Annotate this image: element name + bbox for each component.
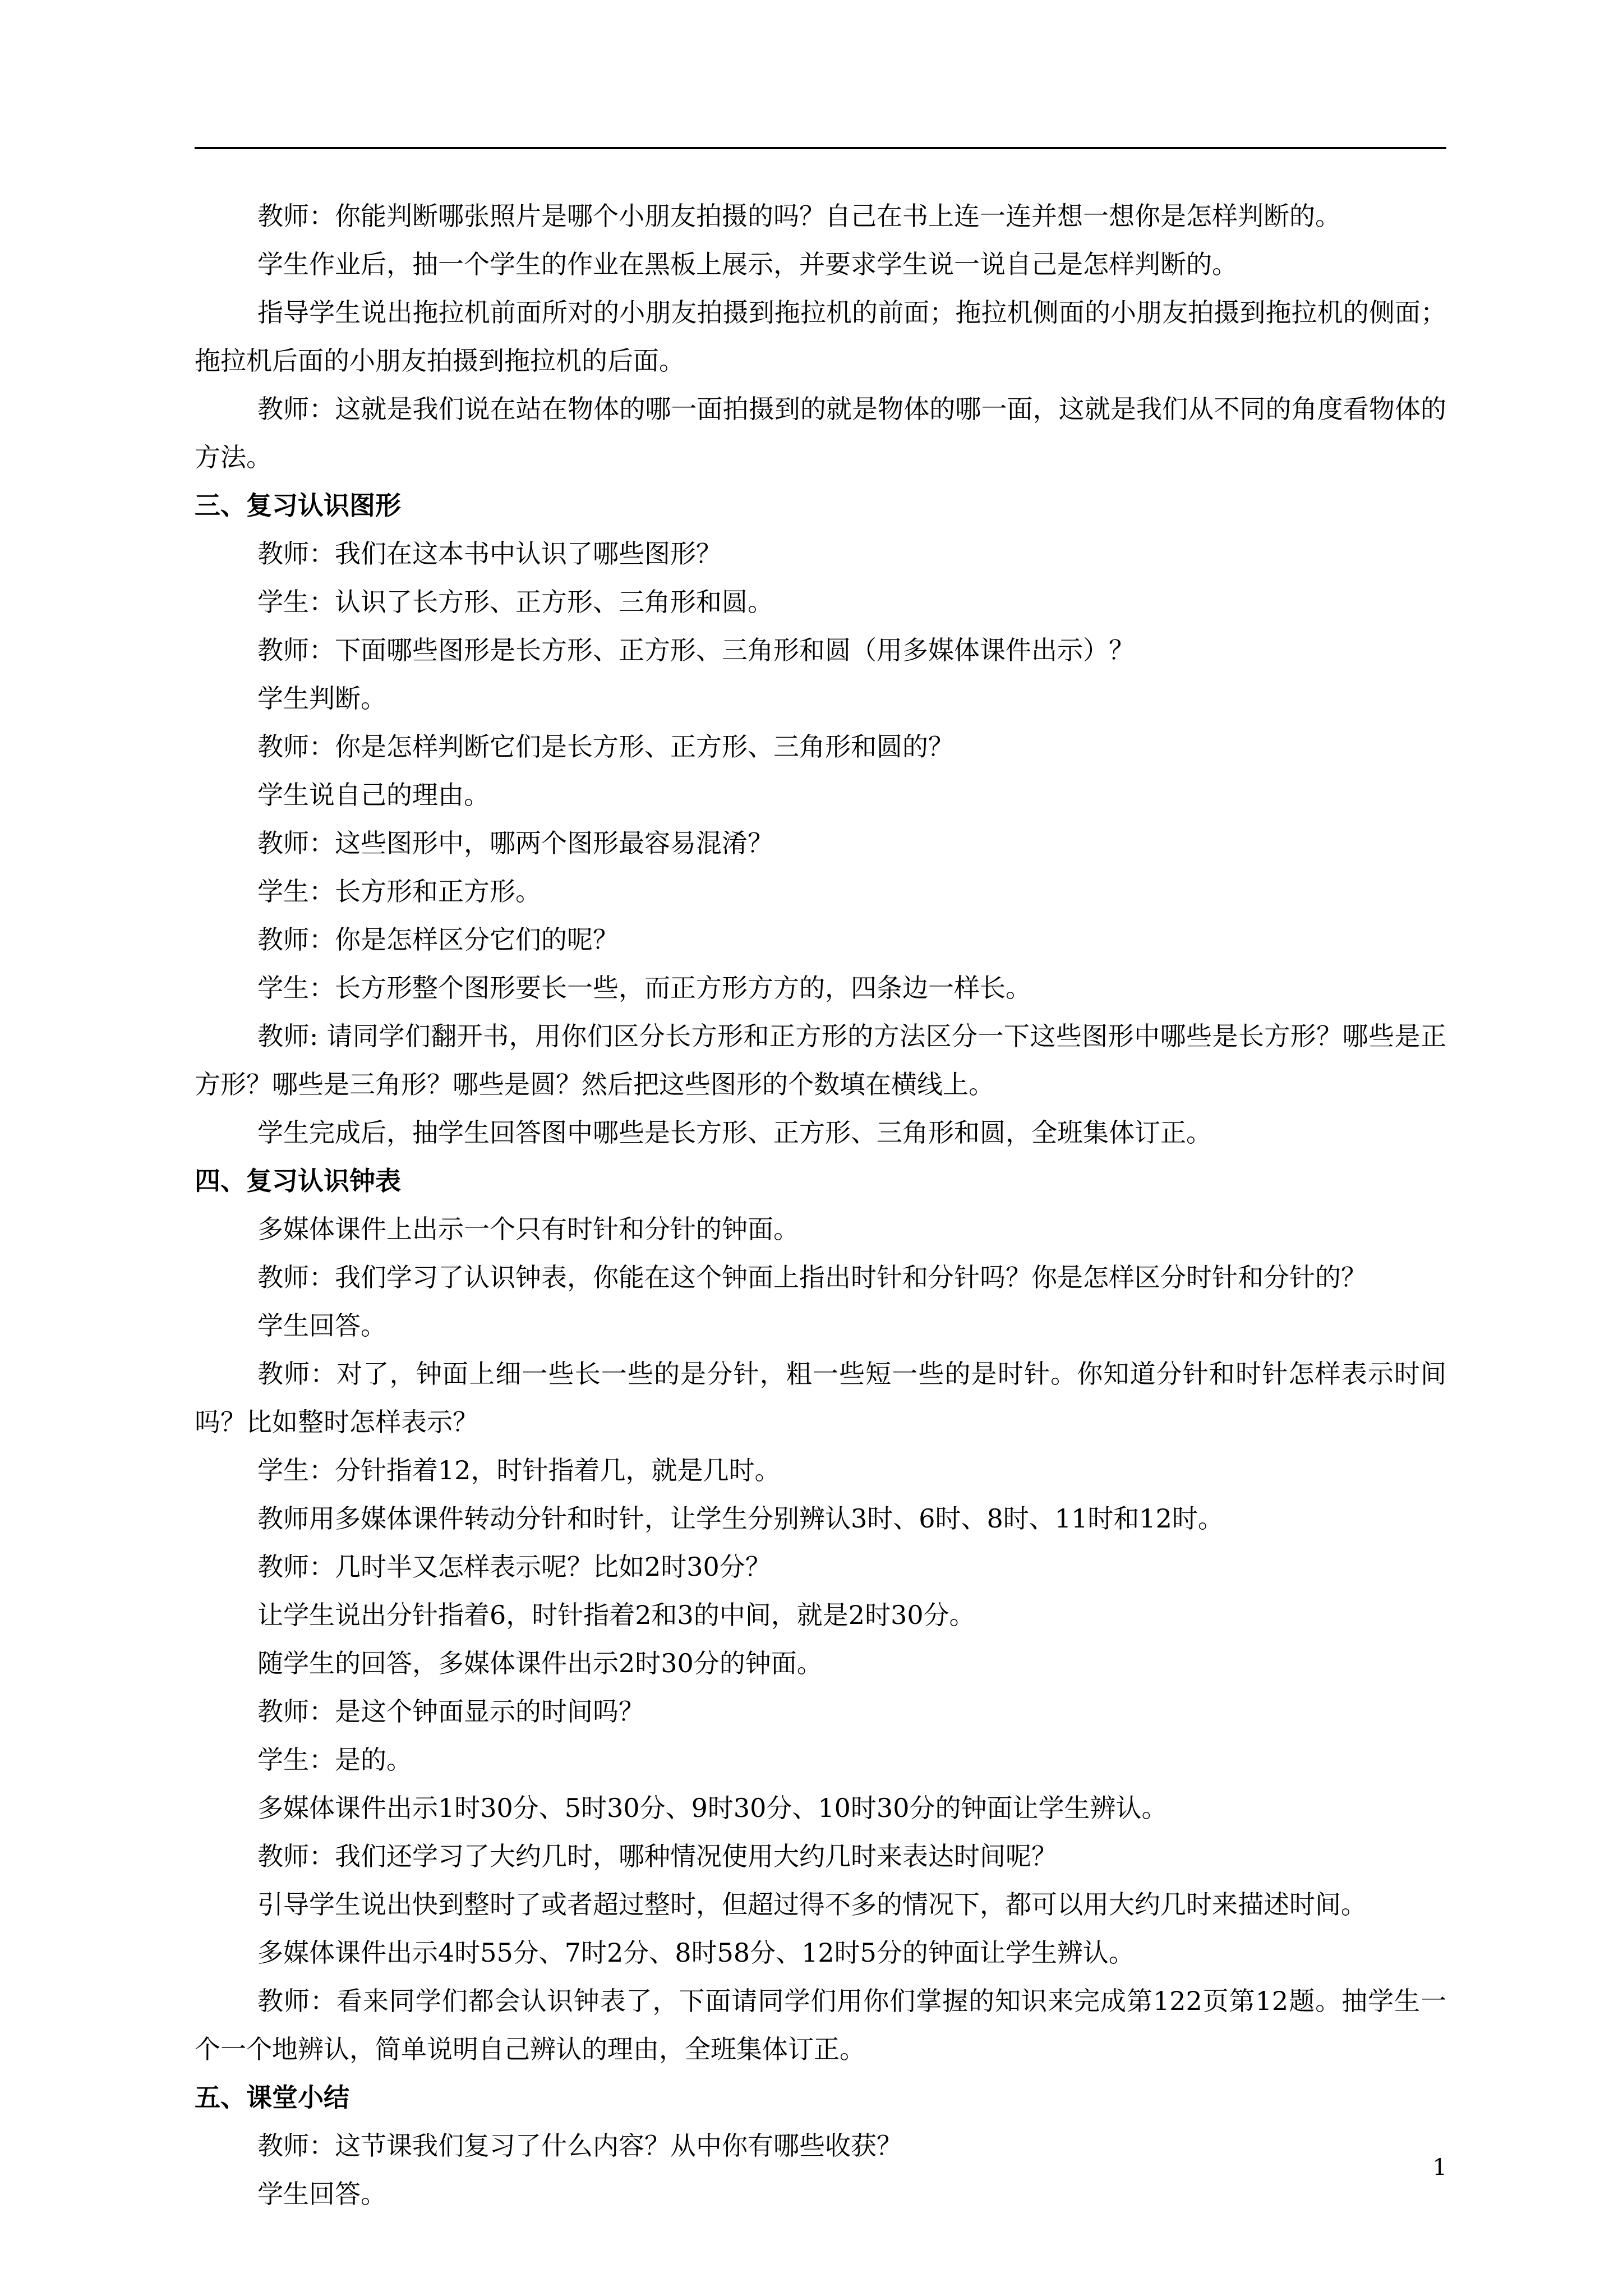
paragraph: 引导学生说出快到整时了或者超过整时，但超过得不多的情况下，都可以用大约几时来描述时间。	[257, 1889, 1367, 1920]
paragraph: 随学生的回答，多媒体课件出示2时30分的钟面。	[257, 1648, 823, 1678]
paragraph: 学生完成后，抽学生回答图中哪些是长方形、正方形、三角形和圆，全班集体订正。	[257, 1117, 1212, 1148]
paragraph: 教师：我们学习了认识钟表，你能在这个钟面上指出时针和分针吗？你是怎样区分时针和分针的？	[257, 1262, 1367, 1292]
paragraph: 学生：分针指着12，时针指着几，就是几时。	[257, 1455, 781, 1485]
paragraph: 教师：几时半又怎样表示呢？比如2时30分？	[257, 1552, 771, 1582]
paragraph: 教师：这些图形中，哪两个图形最容易混淆？	[257, 828, 773, 858]
paragraph: 多媒体课件出示1时30分、5时30分、9时30分、10时30分的钟面让学生辨认。	[257, 1793, 1168, 1823]
paragraph: 教师：这就是我们说在站在物体的哪一面拍摄到的就是物体的哪一面，这就是我们从不同的角度看物体的方法。	[195, 394, 1446, 472]
section-heading: 三、复习认识图形	[195, 490, 401, 521]
paragraph: 教师：这节课我们复习了什么内容？从中你有哪些收获？	[257, 2131, 902, 2161]
page-number: 1	[1432, 2155, 1447, 2180]
paragraph: 学生：长方形和正方形。	[257, 876, 541, 907]
paragraph: 多媒体课件上出示一个只有时针和分针的钟面。	[257, 1214, 799, 1244]
paragraph: 学生：是的。	[257, 1745, 412, 1775]
paragraph: 学生：长方形整个图形要长一些，而正方形方方的，四条边一样长。	[257, 973, 1031, 1003]
paragraph: 学生作业后，抽一个学生的作业在黑板上展示，并要求学生说一说自己是怎样判断的。	[257, 249, 1238, 279]
paragraph: 教师：我们还学习了大约几时，哪种情况使用大约几时来表达时间呢？	[257, 1841, 1057, 1871]
paragraph: 教师：我们在这本书中认识了哪些图形？	[257, 539, 722, 569]
paragraph: 指导学生说出拖拉机前面所对的小朋友拍摄到拖拉机的前面；拖拉机侧面的小朋友拍摄到拖拉机的侧面；拖拉机后面的小朋友拍摄到拖拉机的后面。	[195, 297, 1446, 376]
paragraph: 教师：下面哪些图形是长方形、正方形、三角形和圆（用多媒体课件出示）？	[257, 635, 1135, 665]
paragraph: 教师：看来同学们都会认识钟表了，下面请同学们用你们掌握的知识来完成第122页第12题。抽学生一个一个地辨认，简单说明自己辨认的理由，全班集体订正。	[195, 1986, 1446, 2064]
paragraph: 学生判断。	[257, 683, 386, 714]
document-body	[195, 192, 1446, 2218]
paragraph: 教师：是这个钟面显示的时间吗？	[257, 1696, 644, 1727]
paragraph: 教师：你是怎样区分它们的呢？	[257, 924, 619, 955]
paragraph: 教师: 请同学们翻开书，用你们区分长方形和正方形的方法区分一下这些图形中哪些是长方形？哪些是正方形？哪些是三角形？哪些是圆？然后把这些图形的个数填在横线上。	[195, 1021, 1446, 1099]
paragraph: 教师：对了，钟面上细一些长一些的是分针，粗一些短一些的是时针。你知道分针和时针怎样表示时间吗？比如整时怎样表示？	[195, 1359, 1446, 1437]
paragraph: 教师用多媒体课件转动分针和时针，让学生分别辨认3时、6时、8时、11时和12时。	[257, 1503, 1224, 1534]
paragraph: 教师：你是怎样判断它们是长方形、正方形、三角形和圆的？	[257, 731, 954, 762]
paragraph: 学生回答。	[257, 1310, 386, 1341]
section-heading: 四、复习认识钟表	[195, 1166, 401, 1196]
paragraph: 学生：认识了长方形、正方形、三角形和圆。	[257, 587, 773, 617]
section-heading: 五、课堂小结	[195, 2082, 349, 2113]
paragraph: 学生回答。	[257, 2179, 386, 2209]
paragraph: 学生说自己的理由。	[257, 780, 490, 810]
paragraph: 多媒体课件出示4时55分、7时2分、8时58分、12时5分的钟面让学生辨认。	[257, 1938, 1135, 1968]
paragraph: 教师：你能判断哪张照片是哪个小朋友拍摄的吗？自己在书上连一连并想一想你是怎样判断的。	[257, 201, 1341, 231]
header-rule	[195, 147, 1446, 149]
paragraph: 让学生说出分针指着6，时针指着2和3的中间，就是2时30分。	[257, 1600, 975, 1630]
